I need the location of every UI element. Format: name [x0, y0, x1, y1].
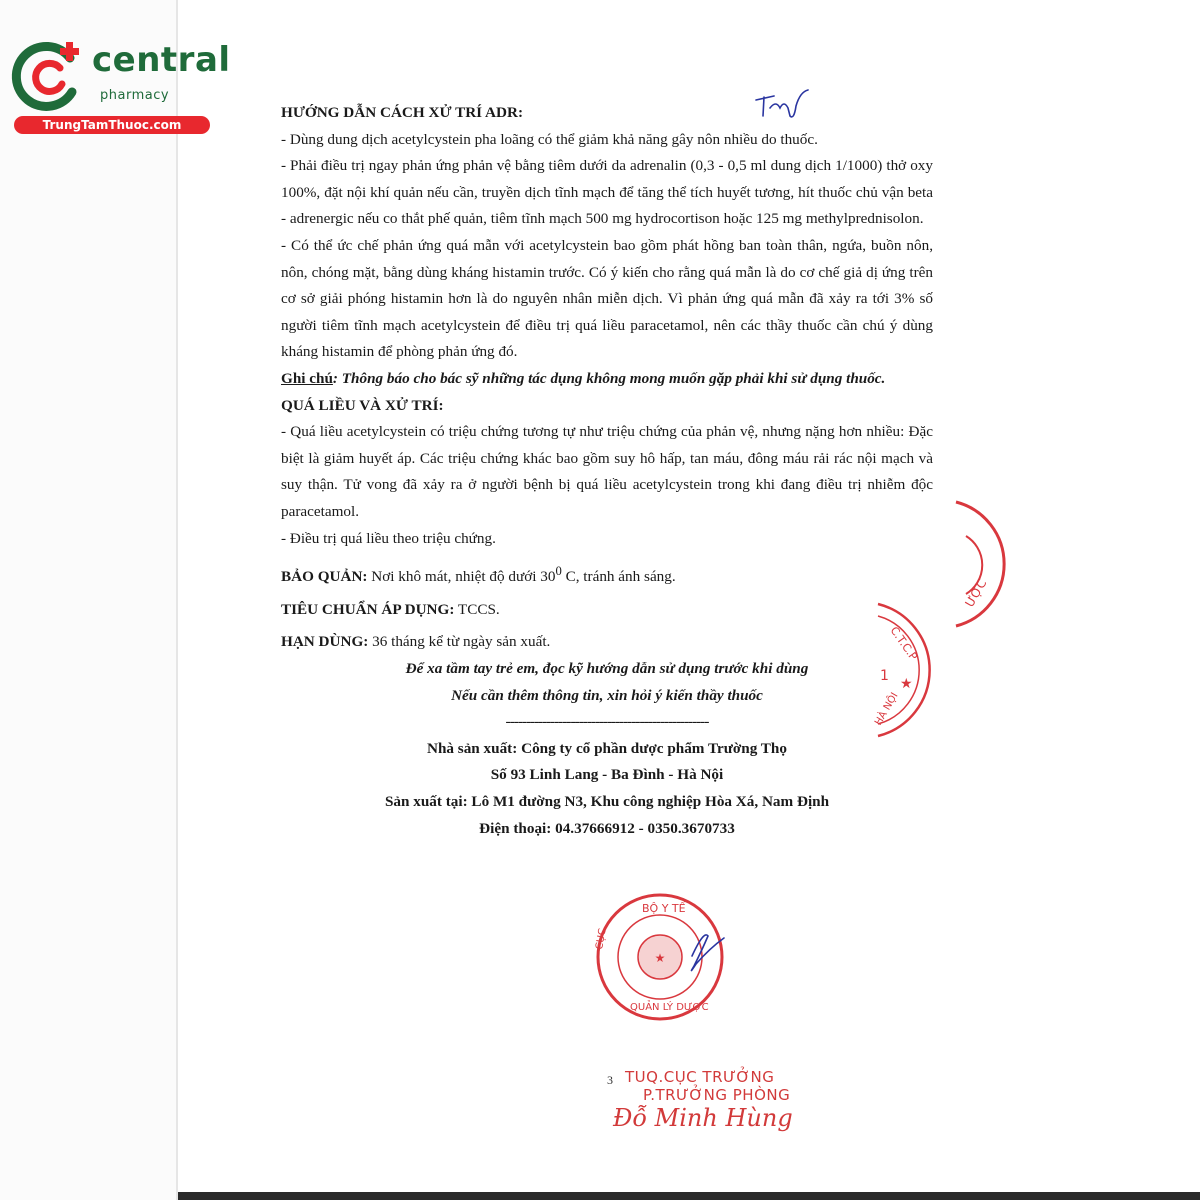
adr-item-1: - Dùng dung dịch acetylcystein pha loãng có thể giảm khả năng gây nôn nhiều do thuốc. [281, 130, 818, 148]
brand-subtitle: pharmacy [100, 88, 170, 103]
svg-text:ƯỢC: ƯỢC [962, 576, 990, 610]
storage-text-end: C, tránh ánh sáng. [561, 568, 676, 586]
manufacturer-line-4: Điện thoại: 04.37666912 - 0350.3670733 [479, 819, 735, 837]
brand-website-link[interactable]: TrungTamThuoc.com [14, 116, 210, 134]
svg-text:QUẢN LÝ DƯỢC: QUẢN LÝ DƯỢC [630, 1002, 709, 1013]
note [281, 366, 933, 393]
logo-mark-icon [10, 38, 90, 114]
scan-margin [0, 0, 178, 1200]
overdose-item-1: - Quá liều acetylcystein có triệu chứng tương tự như triệu chứng của phản vệ, nhưng nặng hơn nhiều: Đặc biệt là giảm huyết áp. Các triệu chứng khác bao gồm suy hô hấp, tan máu, đông máu rải rác nội mạch và suy thận. Tử vong đã xảy ra ở người bệnh bị quá liều acetylcystein trong khi đang điều trị nhiễm độc paracetamol. [281, 423, 933, 520]
svg-text:BỘ Y TẾ: BỘ Y TẾ [642, 902, 686, 915]
expiry-label: HẠN DÙNG: [281, 633, 369, 651]
standard [281, 597, 933, 624]
manufacturer-line-1: Nhà sản xuất: Công ty cổ phần dược phẩm Trường Thọ [427, 739, 787, 757]
partial-stamp-edge [950, 498, 1020, 634]
svg-text:★: ★ [654, 951, 666, 965]
signoff-title-2: P.TRƯỞNG PHÒNG [643, 1086, 791, 1104]
expiry [281, 629, 933, 656]
svg-text:HÀ NỘI: HÀ NỘI [873, 690, 901, 728]
storage [281, 558, 933, 591]
adr-heading: HƯỚNG DẪN CÁCH XỬ TRÍ ADR: [281, 104, 524, 121]
brand-name: central [92, 40, 231, 80]
manufacturer-line-3: Sản xuất tại: Lô M1 đường N3, Khu công nghiệp Hòa Xá, Nam Định [384, 792, 830, 810]
storage-label: BẢO QUẢN: [281, 568, 368, 586]
ministry-seal-stamp [592, 890, 728, 1024]
adr-item-2: - Phải điều trị ngay phản ứng phản vệ bằng tiêm dưới da adrenalin (0,3 - 0,5 ml dung dịch 1/1000) thở oxy 100%, đặt nội khí quản nếu cần, truyền dịch tĩnh mạch để tăng thể tích huyết tương, hít thuốc chủ vận beta - adrenergic nếu co thắt phế quản, tiêm tĩnh mạch 500 mg hydrocortison hoặc 125 mg methylprednisolon. [281, 157, 933, 228]
adr-item-3: - Có thể ức chế phản ứng quá mẫn với acetylcystein bao gồm phát hồng ban toàn thân, ngứa, buồn nôn, nôn, chóng mặt, bằng dùng kháng histamin trước. Có ý kiến cho rằng quá mẫn là do cơ chế giả dị ứng trên cơ sở giải phóng histamin hơn là do nguyên nhân miễn dịch. Vì phản ứng quá mẫn đã xảy ra tới 3% số người tiêm tĩnh mạch acetylcystein để điều trị quá liều paracetamol, nên các thầy thuốc cần chú ý dùng kháng histamin để phòng phản ứng đó. [281, 236, 933, 361]
warning-2: Nếu cần thêm thông tin, xin hỏi ý kiến thầy thuốc [451, 686, 763, 704]
storage-text: Nơi khô mát, nhiệt độ dưới 30 [367, 568, 556, 586]
standard-label: TIÊU CHUẨN ÁP DỤNG: [281, 600, 455, 618]
overdose-heading: QUÁ LIỀU VÀ XỬ TRÍ: [281, 396, 444, 414]
note-label: Ghi chú [281, 369, 333, 387]
page-number: 3 [607, 1073, 613, 1087]
divider: -------------------------------------------------- [505, 713, 709, 731]
expiry-value: 36 tháng kể từ ngày sản xuất. [368, 633, 551, 651]
document-body [281, 100, 933, 842]
svg-text:CỤC: CỤC [594, 927, 609, 951]
standard-value: TCCS. [454, 600, 500, 618]
brand-logo[interactable] [10, 36, 231, 136]
company-stamp-partial [870, 600, 950, 740]
storage-degree: 0 [555, 564, 562, 579]
note-text: : Thông báo cho bác sỹ những tác dụng không mong muốn gặp phải khi sử dụng thuốc. [332, 369, 886, 387]
svg-text:1: 1 [880, 668, 889, 684]
warning-1: Để xa tầm tay trẻ em, đọc kỹ hướng dẫn sử dụng trước khi dùng [405, 659, 809, 677]
signoff-title-1: TUQ.CỤC TRƯỞNG [625, 1068, 775, 1086]
svg-text:★: ★ [900, 676, 913, 692]
scan-edge-bottom [178, 1192, 1200, 1200]
svg-text:C.T.C.P: C.T.C.P [887, 624, 920, 663]
manufacturer-line-2: Số 93 Linh Lang - Ba Đình - Hà Nội [490, 766, 724, 784]
signoff-name: Đỗ Minh Hùng [613, 1104, 793, 1132]
overdose-item-2: - Điều trị quá liều theo triệu chứng. [281, 529, 496, 547]
scan-edge-line [176, 0, 178, 1200]
